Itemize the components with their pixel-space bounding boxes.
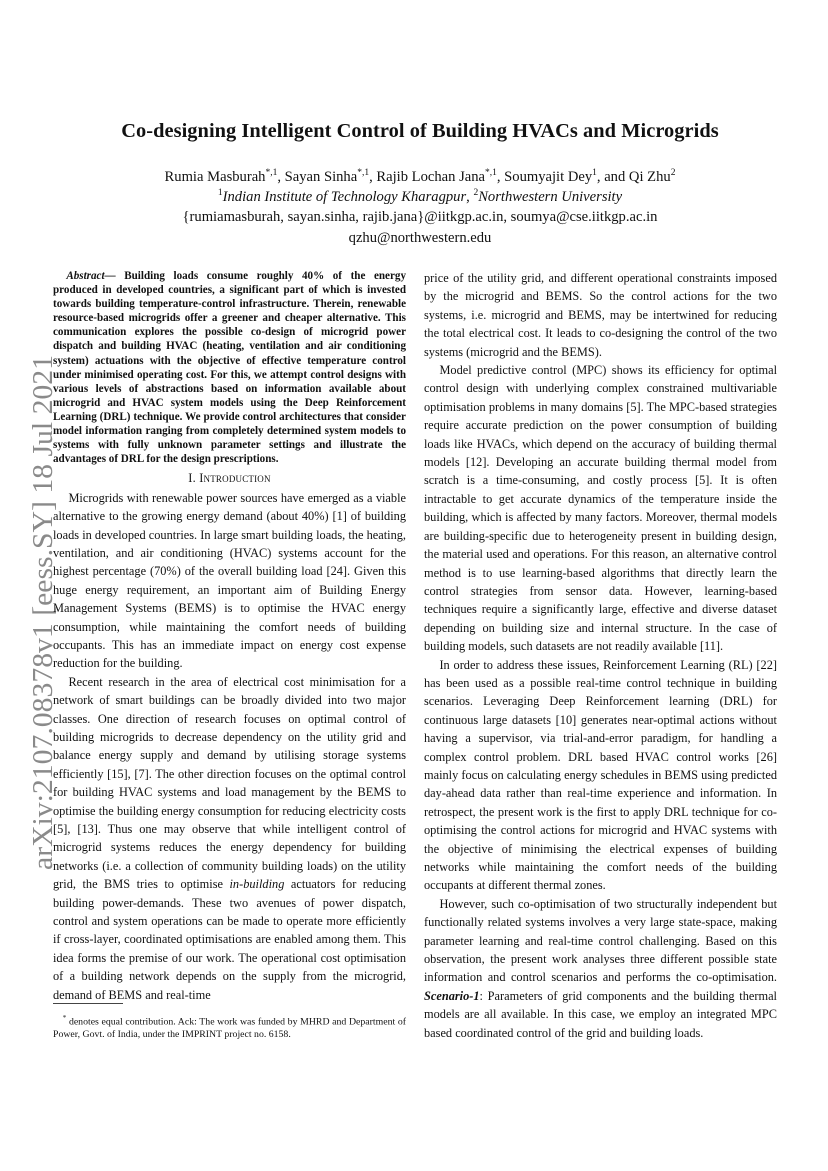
author-separator: , [496, 169, 505, 185]
email-line: {rumiamasburah, sayan.sinha, rajib.jana}@iitkgp.ac.in, soumya@cse.iitkgp.ac.in [182, 209, 658, 226]
paragraph-text: actuators for reducing building power-demands. These two avenues of power dispatch, control and system operations can be made to operate more efficiently if cross-layer, coordinated optimisations are enabled among them. This idea forms the premise of our work. The operational cost optimisation of a building network depends on the supply from the microgrid, demand of BEMS and real-time [53, 877, 407, 1002]
footnote-rule [53, 1003, 123, 1004]
section-heading [53, 469, 406, 487]
author-list [60, 167, 780, 187]
arxiv-id: arXiv:2107.08378v1 [eess.SY] 18 Jul 2021 [28, 384, 59, 870]
footnote-text: denotes equal contribution. Ack: The work was funded by MHRD and Department of Power, Govt. of India, under the IMPRINT project no. 6158. [53, 1016, 406, 1040]
footnote [53, 1012, 406, 1041]
author-mark: *,1 [485, 168, 497, 179]
author-mark: 1 [592, 168, 597, 179]
emphasis-text: Scenario-1 [424, 988, 480, 1003]
paragraph [53, 673, 406, 1004]
author-separator: , and [596, 169, 629, 185]
affiliation-separator: , [466, 189, 474, 206]
email-line: qzhu@northwestern.edu [348, 229, 492, 246]
author-name: Rumia Masburah [164, 169, 266, 185]
paragraph-text: Recent research in the area of electrical cost minimisation for a network of smart buildings can be broadly divided into two major classes. One direction of research focuses on optimal control of building microgrids to decrease dependency on the utility grid and balance energy supply and demand by utilising storage systems efficiently [15], [7]. The other direction focuses on the optimal control for building HVAC systems and load management by the BEMS to optimise the building energy consumption for reducing electricity costs [5], [13]. Thus one may observe that while intelligent control of microgrid systems reduces the energy dependency for building networks (i.e. a collection of community building loads) on the utility grid, the BMS tries to optimise [53, 674, 406, 892]
section-number: I. [188, 471, 200, 486]
author-block [60, 167, 780, 248]
section-title: Introduction [199, 471, 271, 486]
paragraph: In order to address these issues, Reinforcement Learning (RL) [22] has been used as a possible real-time control technique in building scenarios. Leveraging Deep Reinforcement learning (DRL) for continuous large datasets [10] generates near-optimal actions without having a supervisor, via trial-and-error paradigm, for handling a complex control problem. DRL based HVAC control works [26] mainly focus on calculating energy schedules in BEMS using predicted day-ahead data rather than real-time experience and information. In retrospect, the present work is the first to apply DRL technique for co-optimising the control actions for microgrid and HVAC systems with the objective of minimising the electrical expenses of building networks while maintaining the comfort needs of the building occupants at different thermal zones. [424, 657, 777, 893]
affiliation-mark: 2 [473, 188, 479, 199]
author-mark: 2 [670, 168, 676, 179]
author-name: Qi Zhu [628, 169, 671, 185]
affiliation: Northwestern University [478, 189, 623, 206]
left-column [53, 269, 406, 1004]
author-name: Sayan Sinha [284, 169, 358, 185]
footnote-mark: * [62, 1014, 67, 1022]
author-name: Soumyajit Dey [504, 169, 593, 185]
paragraph: price of the utility grid, and different operational constraints imposed by the microgrid and BEMS. So the control actions for the two systems, i.e. microgrid and BEMS, may be intertwined for reducing the total electrical cost. It leads to co-designing the control of the two systems (microgrid and the BEMS). [424, 271, 777, 359]
author-separator: , [277, 169, 285, 185]
author-mark: *,1 [265, 168, 278, 179]
abstract [53, 269, 406, 466]
paper-title: Co-designing Intelligent Control of Building HVACs and Microgrids [121, 120, 719, 142]
emphasis-text: in-building [229, 877, 285, 892]
right-column [424, 269, 777, 1042]
paragraph: Model predictive control (MPC) shows its efficiency for optimal control design with underlying complex constrained multivariable optimisation problems in many domains [5]. The MPC-based strategies require accurate prediction on the power consumption of building loads like HVACs, which depend on the accuracy of building thermal models [12]. Developing an accurate building thermal model from scratch is a time-consuming, and costly process [5]. It is often intractable to get accurate dynamics of the temperature inside the building, which is affected by many factors. Moreover, thermal models are building-specific due to heterogeneity present in building design, the material used and operations. For this reason, an alternative control method is to use learning-based algorithms that directly learn the control strategies from sensor data. However, learning-based techniques require a significantly large, effective and diverse dataset depending on building size and internal structure. In the case of building models, such datasets are not readily available [11]. [424, 363, 777, 654]
affiliations [60, 187, 780, 207]
affiliation: Indian Institute of Technology Kharagpur [222, 189, 467, 206]
author-name: Rajib Lochan Jana [376, 169, 485, 185]
paragraph-text: However, such co-optimisation of two structurally independent but functionally related systems involves a very large state-space, making parameter learning and real-time control challenging. Based on this observation, the present work analyses three different possible state information and control scenarios and performs the co-optimisation. [424, 896, 777, 985]
author-mark: *,1 [357, 168, 370, 179]
paragraph-text: : Parameters of grid components and the building thermal models are all available. In this case, we employ an integrated MPC based coordinated control of the grid and building loads. [424, 988, 777, 1040]
paragraph [424, 895, 777, 1042]
author-separator: , [369, 169, 377, 185]
abstract-dash: — [104, 270, 125, 282]
affiliation-mark: 1 [217, 188, 223, 199]
abstract-text: Building loads consume roughly 40% of the energy produced in developed countries, a significant part of which is invested towards building temperature-control infrastructure. Therein, renewable resource-based microgrids offer a greener and cheaper alternative. This communication explores the possible co-design of microgrid power dispatch and building HVAC (heating, ventilation and air conditioning system) actuations with the objective of effective temperature control under minimised operating cost. For this, we attempt control designs with various levels of abstractions based on information available about microgrid and HVAC system models using the Deep Reinforcement Learning (DRL) technique. We provide control architectures that consider model information ranging from completely determined system models to systems with fully unknown parameter settings and illustrate the advantages of DRL for the design prescriptions. [53, 270, 406, 466]
paragraph: Microgrids with renewable power sources have emerged as a viable alternative to the growing energy demand (about 40%) [1] of building loads in developed countries. In large smart building loads, the heating, ventilation, and air conditioning (HVAC) systems account for the highest percentage (70%) of the overall building load [24]. Given this huge energy requirement, an important aim of Building Energy Management Systems (BEMS) is to optimise the HVAC energy consumption, while maintaining the comfort needs of building occupants. This has an immediate impact on energy cost expense reduction for the building. [53, 490, 406, 671]
abstract-label: Abstract [66, 270, 105, 282]
